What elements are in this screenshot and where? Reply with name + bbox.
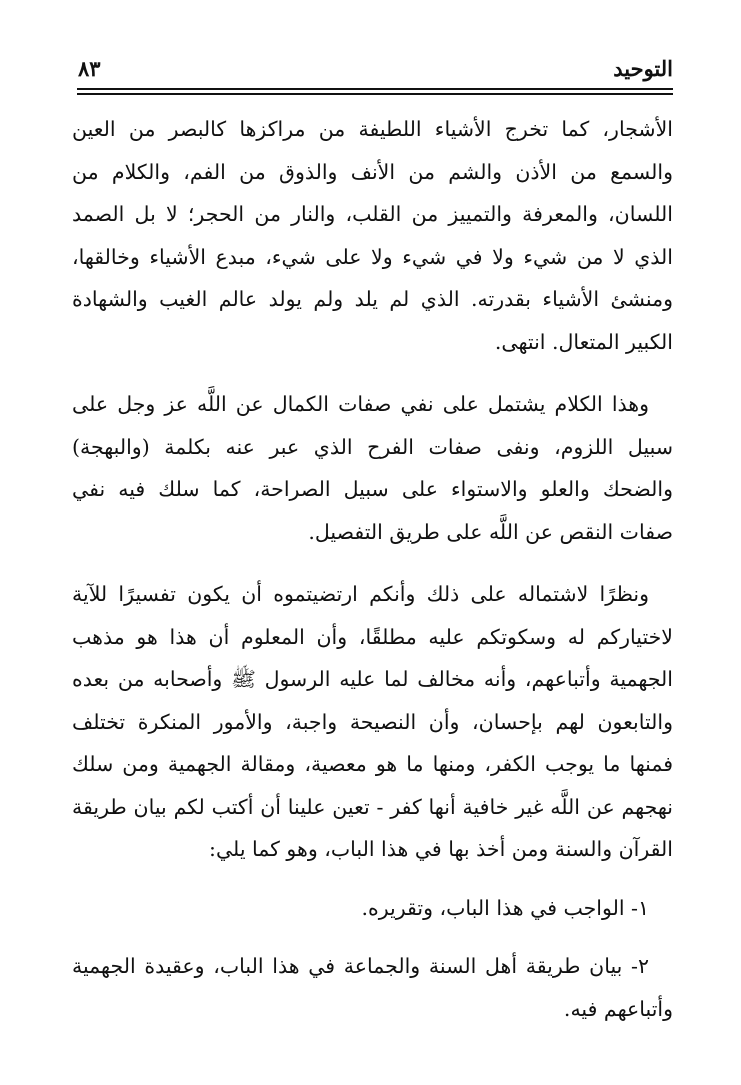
paragraph-quote-end: الأشجار، كما تخرج الأشياء اللطيفة من مراكزها كالبصر من العين والسمع من الأذن والشم من الأنف والذوق من الفم، والكلام من اللسان، والمعرفة والتمييز من القلب، والنار من الحجر؛ لا بل الصمد الذي لا من شيء ولا في شيء ولا على شيء، مبدع الأشياء وخالقها، ومنشئ الأشياء بقدرته. الذي لم يلد ولم يولد عالم الغيب والشهادة الكبير المتعال. انتهى.	[72, 117, 673, 354]
running-title: التوحيد	[613, 55, 673, 81]
list-item-2: ٢- بيان طريقة أهل السنة والجماعة في هذا الباب، وعقيدة الجهمية وأتباعهم فيه.	[72, 954, 673, 1021]
paragraph-commentary: وهذا الكلام يشتمل على نفي صفات الكمال عن اللَّه عز وجل على سبيل اللزوم، ونفى صفات الفرح الذي عبر عنه بكلمة (والبهجة) والضحك والعلو والاستواء على سبيل الصراحة، كما سلك فيه نفي صفات النقص عن اللَّه على طريق التفصيل.	[72, 392, 673, 544]
header-rule-top	[77, 88, 673, 90]
list-item-1: ١- الواجب في هذا الباب، وتقريره.	[361, 895, 649, 920]
paragraph-gap	[72, 871, 673, 887]
body-text	[72, 108, 673, 1030]
page-header	[78, 50, 673, 86]
paragraph-gap	[72, 553, 673, 573]
paragraph-reasoning: ونظرًا لاشتماله على ذلك وأنكم ارتضيتموه أن يكون تفسيرًا للآية لاختياركم له وسكوتكم عليه مطلقًا، وأن المعلوم أن هذا هو مذهب الجهمية وأتباعهم، وأنه مخالف لما عليه الرسول ﷺ وأصحابه من بعده والتابعون لهم بإحسان، وأن النصيحة واجبة، والأمور المنكرة تختلف فمنها ما يوجب الكفر، ومنها ما هو معصية، ومقالة الجهمية ومن سلك نهجهم عن اللَّه غير خافية أنها كفر - تعين علينا أن أكتب لكم بيان طريقة القرآن والسنة ومن أخذ بها في هذا الباب، وهو كما يلي:	[72, 582, 673, 861]
header-rule-bottom	[77, 93, 673, 95]
paragraph-gap	[72, 929, 673, 945]
paragraph-gap	[72, 363, 673, 383]
page-number: ٨٣	[78, 55, 101, 81]
